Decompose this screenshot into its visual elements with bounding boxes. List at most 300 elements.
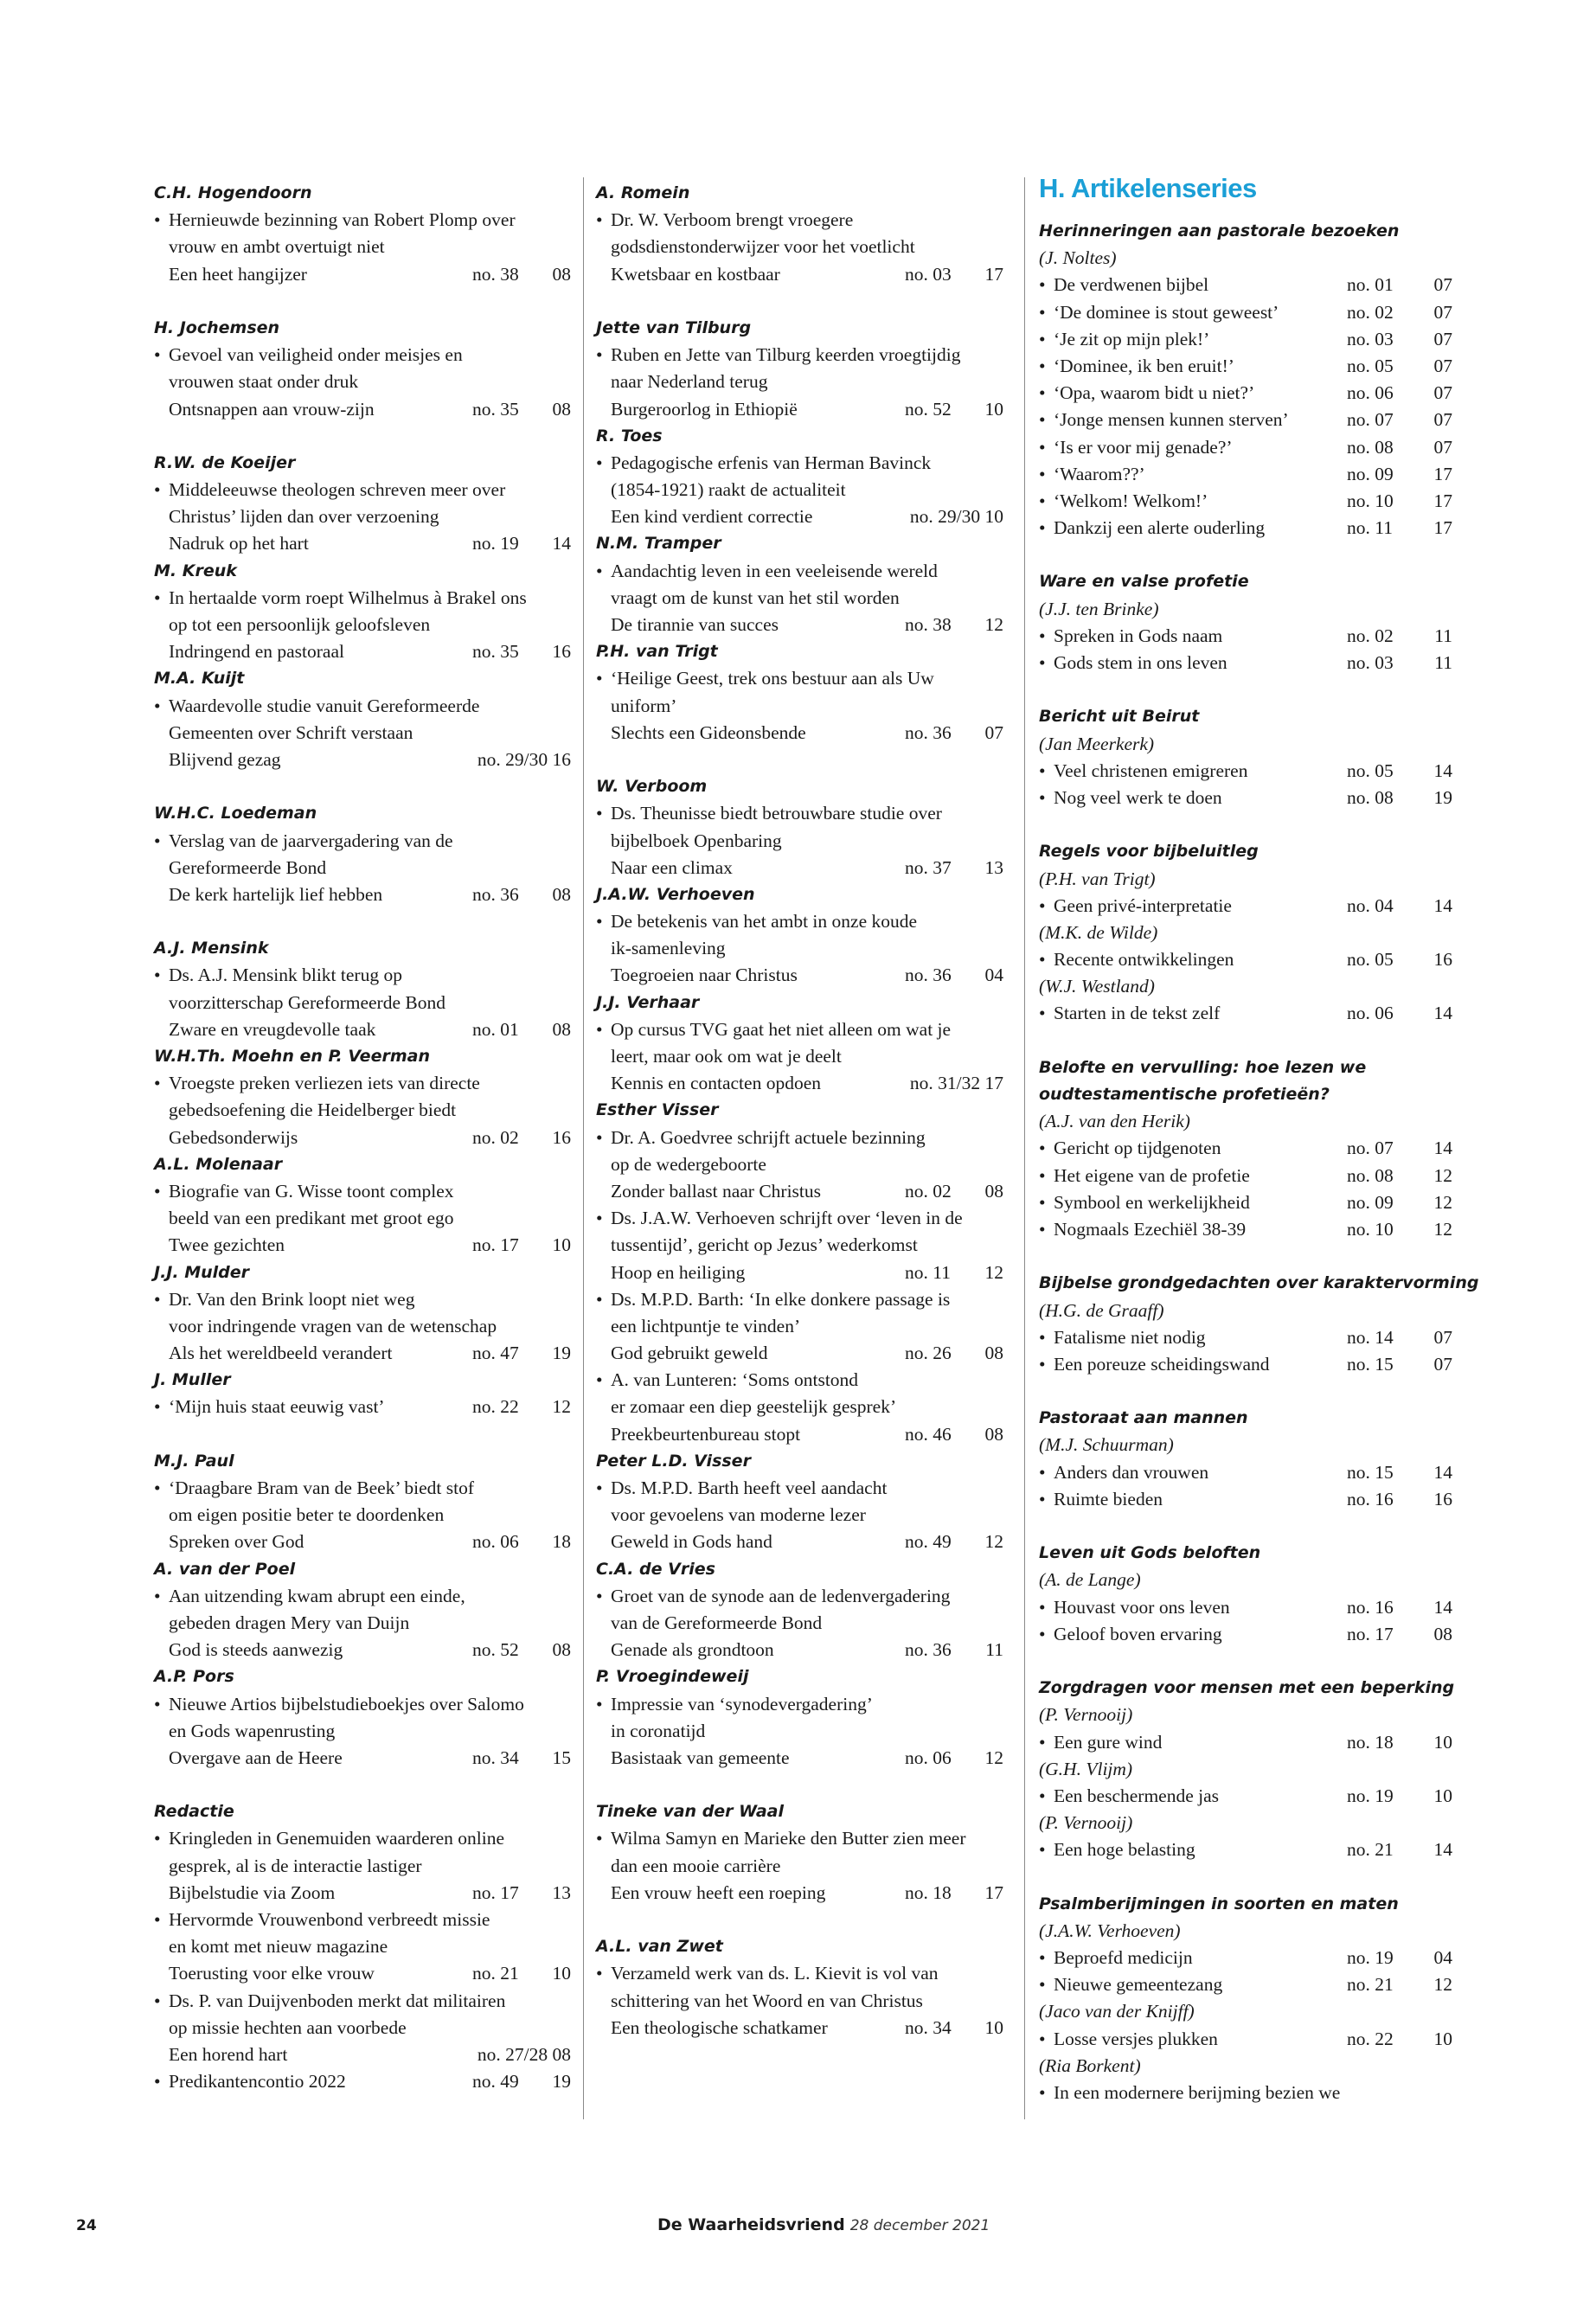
series-author: (H.G. de Graaff) [1039, 1299, 1164, 1321]
article-description: Gereformeerde Bond [169, 856, 327, 878]
author-name: N.M. Tramper [596, 534, 721, 554]
article-entry [154, 2068, 571, 2095]
page-ref: 07 [984, 721, 1003, 743]
page-ref: 14 [1433, 1138, 1452, 1159]
article-description: voor indringende vragen van de wetenschap [169, 1315, 497, 1336]
issue-number: no. 37 [905, 856, 952, 878]
article-description: • Aan uitzending kwam abrupt een einde, [154, 1583, 571, 1610]
series-article-title: • Symbool en werkelijkheid [1054, 1191, 1250, 1213]
issue-number: no. 02 [905, 1180, 952, 1202]
article-description: • Vroegste preken verliezen iets van directe [154, 1070, 571, 1097]
issue-number: no. 05 [1347, 760, 1394, 781]
article-title: Overgave aan de Heere [169, 1747, 343, 1768]
series-entry [1039, 1135, 1452, 1162]
page-ref: 17 [1433, 490, 1452, 511]
series-author: (W.J. Westland) [1039, 976, 1155, 997]
page-ref: 17 [984, 263, 1003, 285]
article-description: • Gevoel van veiligheid onder meisjes en [154, 342, 571, 369]
series-article-title: • Gods stem in ons leven [1054, 652, 1227, 673]
series-entry [1039, 1945, 1452, 1971]
series-entry [1039, 893, 1452, 920]
series-entry [1039, 380, 1452, 407]
article-description: schittering van het Woord en van Christus [611, 1990, 923, 2011]
article-entry [154, 1125, 571, 1151]
spacer [1039, 811, 1452, 838]
article-entry [154, 1637, 571, 1663]
article-description: • Ds. M.P.D. Barth heeft veel aandacht [596, 1475, 1003, 1502]
issue-number: no. 01 [1347, 274, 1394, 296]
series-article-title: • Nog veel werk te doen [1054, 786, 1222, 808]
series-title: Regels voor bijbeluitleg [1039, 842, 1259, 862]
series-entry [1039, 488, 1452, 515]
series-article-title: • Gericht op tijdgenoten [1054, 1138, 1221, 1159]
series-article-title: • Losse versjes plukken [1054, 2028, 1218, 2049]
issue-number: no. 06 [1347, 1003, 1394, 1024]
author-name: Tineke van der Waal [596, 1802, 784, 1822]
author-name: J.J. Verhaar [596, 992, 700, 1012]
article-entry [596, 1178, 1003, 1205]
page-ref: 07 [1433, 274, 1452, 296]
issue-and-page: no. 29/30 10 [909, 506, 1003, 528]
issue-number: no. 36 [905, 965, 952, 986]
page-ref: 14 [1433, 760, 1452, 781]
article-description: om eigen positie beter te doordenken [169, 1504, 445, 1526]
series-article-title: • Houvast voor ons leven [1054, 1596, 1230, 1618]
series-title: Zorgdragen voor mensen met een beperking [1039, 1678, 1455, 1698]
series-author: (Jan Meerkerk) [1039, 733, 1155, 754]
issue-number: no. 52 [472, 1639, 519, 1661]
article-description: • Middeleeuwse theologen schreven meer over [154, 477, 571, 503]
issue-number: no. 26 [905, 1343, 952, 1364]
article-description: • Ds. M.P.D. Barth: ‘In elke donkere passage is [596, 1286, 1003, 1313]
article-description: • Ds. J.A.W. Verhoeven schrijft over ‘leven in de [596, 1205, 1003, 1232]
page-ref: 12 [984, 614, 1003, 635]
article-entry [154, 530, 571, 557]
page-ref: 16 [552, 641, 571, 663]
page-ref: 07 [1433, 436, 1452, 458]
article-title: God is steeds aanwezig [169, 1639, 343, 1661]
page-ref: 08 [1433, 1623, 1452, 1644]
series-article-title: • ‘Welkom! Welkom!’ [1054, 490, 1208, 511]
article-description: vrouw en ambt overtuigt niet [169, 236, 385, 258]
footer-masthead [657, 2215, 990, 2234]
article-entry [596, 503, 1003, 530]
series-entry [1039, 434, 1452, 461]
issue-number: no. 03 [1347, 652, 1394, 673]
article-description: • Biografie van G. Wisse toont complex [154, 1178, 571, 1205]
issue-number: no. 46 [905, 1423, 952, 1445]
issue-number: no. 15 [1347, 1461, 1394, 1483]
series-entry [1039, 1459, 1452, 1486]
issue-number: no. 22 [472, 1396, 519, 1418]
series-entry [1039, 1971, 1452, 1998]
series-article-title: • Een poreuze scheidingswand [1054, 1353, 1270, 1375]
series-article-title: • Een gure wind [1054, 1731, 1163, 1753]
author-name: A.L. Molenaar [154, 1154, 283, 1174]
page-ref: 19 [552, 1343, 571, 1364]
index-column-1 [154, 180, 571, 2095]
article-entry [596, 1421, 1003, 1448]
issue-number: no. 08 [1347, 786, 1394, 808]
article-description: bijbelboek Openbaring [611, 830, 782, 851]
article-title: Burgeroorlog in Ethiopië [611, 398, 798, 420]
series-entry [1039, 407, 1452, 433]
article-description: een lichtpuntje te vinden’ [611, 1315, 801, 1336]
article-description: • Ds. Theunisse biedt betrouwbare studie over [596, 800, 1003, 827]
article-entry [596, 261, 1003, 288]
article-entry [596, 1637, 1003, 1663]
author-name: R. Toes [596, 426, 663, 445]
article-title: • ‘Mijn huis staat eeuwig vast’ [169, 1396, 385, 1418]
article-title: Spreken over God [169, 1531, 304, 1553]
page-ref: 08 [552, 1018, 571, 1040]
series-title: Herinneringen aan pastorale bezoeken [1039, 221, 1400, 240]
article-entry [154, 1745, 571, 1772]
issue-number: no. 21 [472, 1963, 519, 1984]
issue-number: no. 07 [1347, 1138, 1394, 1159]
page-ref: 10 [1433, 1731, 1452, 1753]
page-ref: 17 [1433, 463, 1452, 484]
page-ref: 18 [552, 1531, 571, 1553]
article-entry [154, 881, 571, 908]
article-entry [154, 747, 571, 773]
series-column [1039, 173, 1479, 2106]
series-entry [1039, 1000, 1452, 1027]
author-name: Jette van Tilburg [596, 317, 752, 337]
article-title: Hoop en heiliging [611, 1261, 746, 1283]
article-title: Bijbelstudie via Zoom [169, 1881, 336, 1903]
page-ref: 08 [984, 1180, 1003, 1202]
author-name: A.L. van Zwet [596, 1937, 723, 1957]
article-description: gebeden dragen Mery van Duijn [169, 1612, 410, 1633]
page-ref: 07 [1433, 301, 1452, 323]
series-entry [1039, 1836, 1452, 1863]
spacer [596, 288, 1003, 315]
series-entry [1039, 785, 1452, 811]
series-author: (G.H. Vlijm) [1039, 1758, 1133, 1779]
issue-number: no. 08 [1347, 436, 1394, 458]
author-name: W. Verboom [596, 777, 708, 797]
series-author: (J.A.W. Verhoeven) [1039, 1920, 1181, 1941]
article-title: Toegroeien naar Christus [611, 965, 798, 986]
issue-number: no. 11 [905, 1261, 951, 1283]
series-list [1039, 218, 1479, 2106]
series-article-title: • De verdwenen bijbel [1054, 274, 1209, 296]
issue-number: no. 08 [1347, 1164, 1394, 1186]
series-article-title: • Recente ontwikkelingen [1054, 949, 1234, 971]
article-title: Een theologische schatkamer [611, 2016, 828, 2038]
page-ref: 16 [1433, 949, 1452, 971]
series-author: (P.H. van Trigt) [1039, 868, 1156, 889]
issue-number: no. 49 [472, 2071, 519, 2093]
series-article-title: • ‘Dominee, ik ben eruit!’ [1054, 355, 1234, 376]
article-description: • Waardevolle studie vanuit Gereformeerde [154, 693, 571, 720]
page-ref: 08 [984, 1343, 1003, 1364]
series-author: (Jaco van der Knijff) [1039, 2001, 1195, 2022]
issue-number: no. 03 [905, 263, 952, 285]
article-description: • Dr. W. Verboom brengt vroegere [596, 207, 1003, 234]
issue-number: no. 49 [905, 1531, 952, 1553]
issue-number: no. 19 [1347, 1947, 1394, 1968]
issue-number: no. 06 [905, 1747, 952, 1768]
article-description: Gemeenten over Schrift verstaan [169, 721, 413, 743]
issue-number: no. 10 [1347, 1218, 1394, 1240]
page-ref: 12 [984, 1261, 1003, 1283]
issue-number: no. 34 [905, 2016, 952, 2038]
page-ref: 13 [552, 1881, 571, 1903]
issue-number: no. 21 [1347, 1974, 1394, 1996]
article-title: Toerusting voor elke vrouw [169, 1963, 375, 1984]
author-name: C.H. Hogendoorn [154, 183, 312, 202]
issue-number: no. 21 [1347, 1839, 1394, 1861]
article-entry [596, 2015, 1003, 2041]
issue-number: no. 01 [472, 1018, 519, 1040]
article-entry [596, 720, 1003, 747]
index-column-2 [596, 180, 1003, 2041]
article-title: Een vrouw heeft een roeping [611, 1881, 826, 1903]
article-description: er zomaar een diep geestelijk gesprek’ [611, 1396, 897, 1418]
article-title: Ontsnappen aan vrouw-zijn [169, 398, 375, 420]
series-entry [1039, 1783, 1452, 1810]
series-article-title: • ‘Is er voor mij genade?’ [1054, 436, 1233, 458]
page-ref: 07 [1433, 382, 1452, 404]
page-ref: 12 [1433, 1974, 1452, 1996]
series-article-title: • ‘Waarom??’ [1054, 463, 1145, 484]
article-description: vrouwen staat onder druk [169, 371, 359, 393]
article-description: godsdienstonderwijzer voor het voetlicht [611, 236, 915, 258]
article-description: • Aandachtig leven in een veeleisende wereld [596, 558, 1003, 585]
article-entry [154, 1232, 571, 1259]
article-entry [154, 638, 571, 665]
page-ref: 14 [1433, 1596, 1452, 1618]
issue-number: no. 09 [1347, 1191, 1394, 1213]
series-author: (P. Vernooij) [1039, 1812, 1133, 1834]
series-article-title: • Nogmaals Ezechiël 38-39 [1054, 1218, 1247, 1240]
article-title: Basistaak van gemeente [611, 1747, 790, 1768]
article-entry [596, 396, 1003, 423]
issue-number: no. 36 [905, 721, 952, 743]
author-name: C.A. de Vries [596, 1559, 715, 1579]
series-article-title: • Spreken in Gods naam [1054, 625, 1223, 646]
article-description: • Pedagogische erfenis van Herman Bavinck [596, 450, 1003, 477]
spacer [154, 423, 571, 450]
page-ref: 07 [1433, 1326, 1452, 1348]
article-description: en Gods wapenrusting [169, 1720, 336, 1741]
page-ref: 08 [552, 263, 571, 285]
issue-number: no. 38 [905, 614, 952, 635]
article-description: op tot een persoonlijk geloofsleven [169, 614, 431, 635]
series-article-title: • Nieuwe gemeentezang [1054, 1974, 1223, 1996]
author-name: A. Romein [596, 183, 690, 202]
author-name: M. Kreuk [154, 561, 237, 580]
article-entry [154, 1880, 571, 1907]
series-article-title: • Een hoge belasting [1054, 1839, 1195, 1861]
author-name: J.A.W. Verhoeven [596, 884, 755, 904]
spacer [1039, 542, 1452, 568]
series-author: (M.K. de Wilde) [1039, 921, 1158, 943]
article-title: Twee gezichten [169, 1234, 285, 1256]
series-author: (P. Vernooij) [1039, 1704, 1133, 1726]
series-author: (J. Noltes) [1039, 247, 1117, 269]
article-description: • Ds. A.J. Mensink blikt terug op [154, 962, 571, 989]
article-title: Nadruk op het hart [169, 533, 309, 554]
issue-and-page: no. 29/30 16 [477, 748, 571, 770]
issue-number: no. 35 [472, 398, 519, 420]
series-entry [1039, 461, 1452, 488]
article-description: • Kringleden in Genemuiden waarderen online [154, 1825, 571, 1852]
issue-number: no. 17 [472, 1234, 519, 1256]
series-title: Belofte en vervulling: hoe lezen we [1039, 1057, 1367, 1077]
author-name: Peter L.D. Visser [596, 1451, 751, 1471]
page-ref: 08 [984, 1423, 1003, 1445]
article-entry [596, 1529, 1003, 1555]
article-entry [596, 1340, 1003, 1367]
article-description: ik-samenleving [611, 938, 726, 959]
series-article-title: • Het eigene van de profetie [1054, 1164, 1250, 1186]
page-ref: 11 [1434, 652, 1452, 673]
issue-number: no. 17 [472, 1881, 519, 1903]
article-description: • Ruben en Jette van Tilburg keerden vroegtijdig [596, 342, 1003, 369]
page-ref: 12 [984, 1747, 1003, 1768]
issue-number: no. 16 [1347, 1596, 1394, 1618]
article-entry [154, 261, 571, 288]
series-article-title: • Geen privé-interpretatie [1054, 894, 1232, 916]
page-ref: 14 [1433, 894, 1452, 916]
author-name: P. Vroegindeweij [596, 1667, 749, 1687]
article-description: • Ds. P. van Duijvenboden merkt dat militairen [154, 1988, 571, 2015]
article-description: uniform’ [611, 695, 677, 716]
spacer [596, 747, 1003, 773]
series-title: Pastoraat aan mannen [1039, 1408, 1248, 1428]
page-ref: 10 [552, 1234, 571, 1256]
article-description: • Impressie van ‘synodevergadering’ [596, 1691, 1003, 1718]
article-title: De kerk hartelijk lief hebben [169, 883, 383, 905]
page-ref: 10 [984, 2016, 1003, 2038]
series-entry [1039, 1486, 1452, 1513]
page-ref: 14 [1433, 1003, 1452, 1024]
series-entry [1039, 515, 1452, 542]
article-description: • Dr. Van den Brink loopt niet weg [154, 1286, 571, 1313]
article-entry [596, 855, 1003, 881]
article-description: • Groet van de synode aan de ledenvergadering [596, 1583, 1003, 1610]
page-ref: 04 [1433, 1947, 1452, 1968]
page-ref: 14 [552, 533, 571, 554]
issue-number: no. 10 [1347, 490, 1394, 511]
issue-number: no. 02 [1347, 301, 1394, 323]
magazine-name: De Waarheidsvriend [657, 2215, 845, 2234]
article-title: God gebruikt geweld [611, 1343, 768, 1364]
page-ref: 12 [1433, 1191, 1452, 1213]
article-entry [596, 1259, 1003, 1286]
issue-number: no. 22 [1347, 2028, 1394, 2049]
author-name: A. van der Poel [154, 1559, 296, 1579]
author-name: R.W. de Koeijer [154, 452, 296, 472]
page-ref: 10 [984, 398, 1003, 420]
article-description: van de Gereformeerde Bond [611, 1612, 823, 1633]
article-title: Zonder ballast naar Christus [611, 1180, 822, 1202]
spacer [1039, 1243, 1452, 1270]
issue-number: no. 06 [472, 1531, 519, 1553]
issue-number: no. 35 [472, 641, 519, 663]
spacer [1039, 1513, 1452, 1540]
spacer [596, 1907, 1003, 1933]
article-description: • Op cursus TVG gaat het niet alleen om wat je [596, 1016, 1003, 1043]
article-description: dan een mooie carrière [611, 1855, 781, 1876]
page-ref: 16 [1433, 1488, 1452, 1509]
issue-number: no. 19 [1347, 1785, 1394, 1806]
page-ref: 17 [1433, 517, 1452, 539]
article-description: op de wedergeboorte [611, 1153, 766, 1175]
series-entry [1039, 299, 1452, 326]
article-title: Preekbeurtenbureau stopt [611, 1423, 801, 1445]
series-entry [1039, 1324, 1452, 1351]
page-ref: 16 [552, 1126, 571, 1148]
article-title: Geweld in Gods hand [611, 1531, 772, 1553]
article-entry [154, 396, 571, 423]
author-name: J.J. Mulder [154, 1262, 249, 1282]
article-entry [154, 1394, 571, 1420]
issue-number: no. 38 [472, 263, 519, 285]
series-entry [1039, 272, 1452, 298]
article-description: en komt met nieuw magazine [169, 1936, 388, 1958]
series-entry [1039, 1621, 1452, 1648]
page-ref: 10 [1433, 1785, 1452, 1806]
issue-date: 28 december 2021 [849, 2217, 990, 2234]
article-entry [154, 2041, 571, 2068]
article-entry [596, 1880, 1003, 1907]
series-title-continued: oudtestamentische profetieën? [1039, 1085, 1330, 1104]
article-description: gebedsoefening die Heidelberger biedt [169, 1099, 457, 1121]
article-description: • Wilma Samyn en Marieke den Butter zien meer [596, 1825, 1003, 1852]
author-name: A.J. Mensink [154, 939, 269, 958]
author-name: P.H. van Trigt [596, 642, 718, 662]
series-author: (A. de Lange) [1039, 1569, 1141, 1591]
article-description: voor gevoelens van moderne lezer [611, 1504, 866, 1526]
page-ref: 19 [552, 2071, 571, 2093]
issue-number: no. 17 [1347, 1623, 1394, 1644]
series-article-title: • Een beschermende jas [1054, 1785, 1220, 1806]
article-title: Een heet hangijzer [169, 263, 307, 285]
issue-number: no. 03 [1347, 328, 1394, 349]
issue-number: no. 36 [905, 1639, 952, 1661]
series-entry [1039, 1729, 1452, 1756]
article-title: Als het wereldbeeld verandert [169, 1343, 393, 1364]
series-article-title: • Dankzij een alerte ouderling [1054, 517, 1266, 539]
article-description: op missie hechten aan voorbede [169, 2016, 407, 2038]
article-description: beeld van een predikant met groot ego [169, 1208, 454, 1229]
article-entry [154, 1340, 571, 1367]
issue-number: no. 07 [1347, 409, 1394, 431]
issue-number: no. 06 [1347, 382, 1394, 404]
page-ref: 10 [552, 1963, 571, 1984]
spacer [154, 1421, 571, 1448]
author-name: J. Muller [154, 1370, 231, 1390]
page-ref: 13 [984, 856, 1003, 878]
series-article-title: • Veel christenen emigreren [1054, 760, 1248, 781]
spacer [1039, 1028, 1452, 1054]
issue-number: no. 52 [905, 398, 952, 420]
article-title: Zware en vreugdevolle taak [169, 1018, 376, 1040]
series-title: Ware en valse profetie [1039, 572, 1249, 592]
page-ref: 07 [1433, 1353, 1452, 1375]
page-ref: 07 [1433, 409, 1452, 431]
series-title: Psalmberijmingen in soorten en maten [1039, 1894, 1399, 1913]
author-name: Esther Visser [596, 1100, 719, 1120]
series-author: (J.J. ten Brinke) [1039, 598, 1159, 619]
article-title: Indringend en pastoraal [169, 641, 344, 663]
page-ref: 14 [1433, 1839, 1452, 1861]
article-description: in coronatijd [611, 1720, 706, 1741]
